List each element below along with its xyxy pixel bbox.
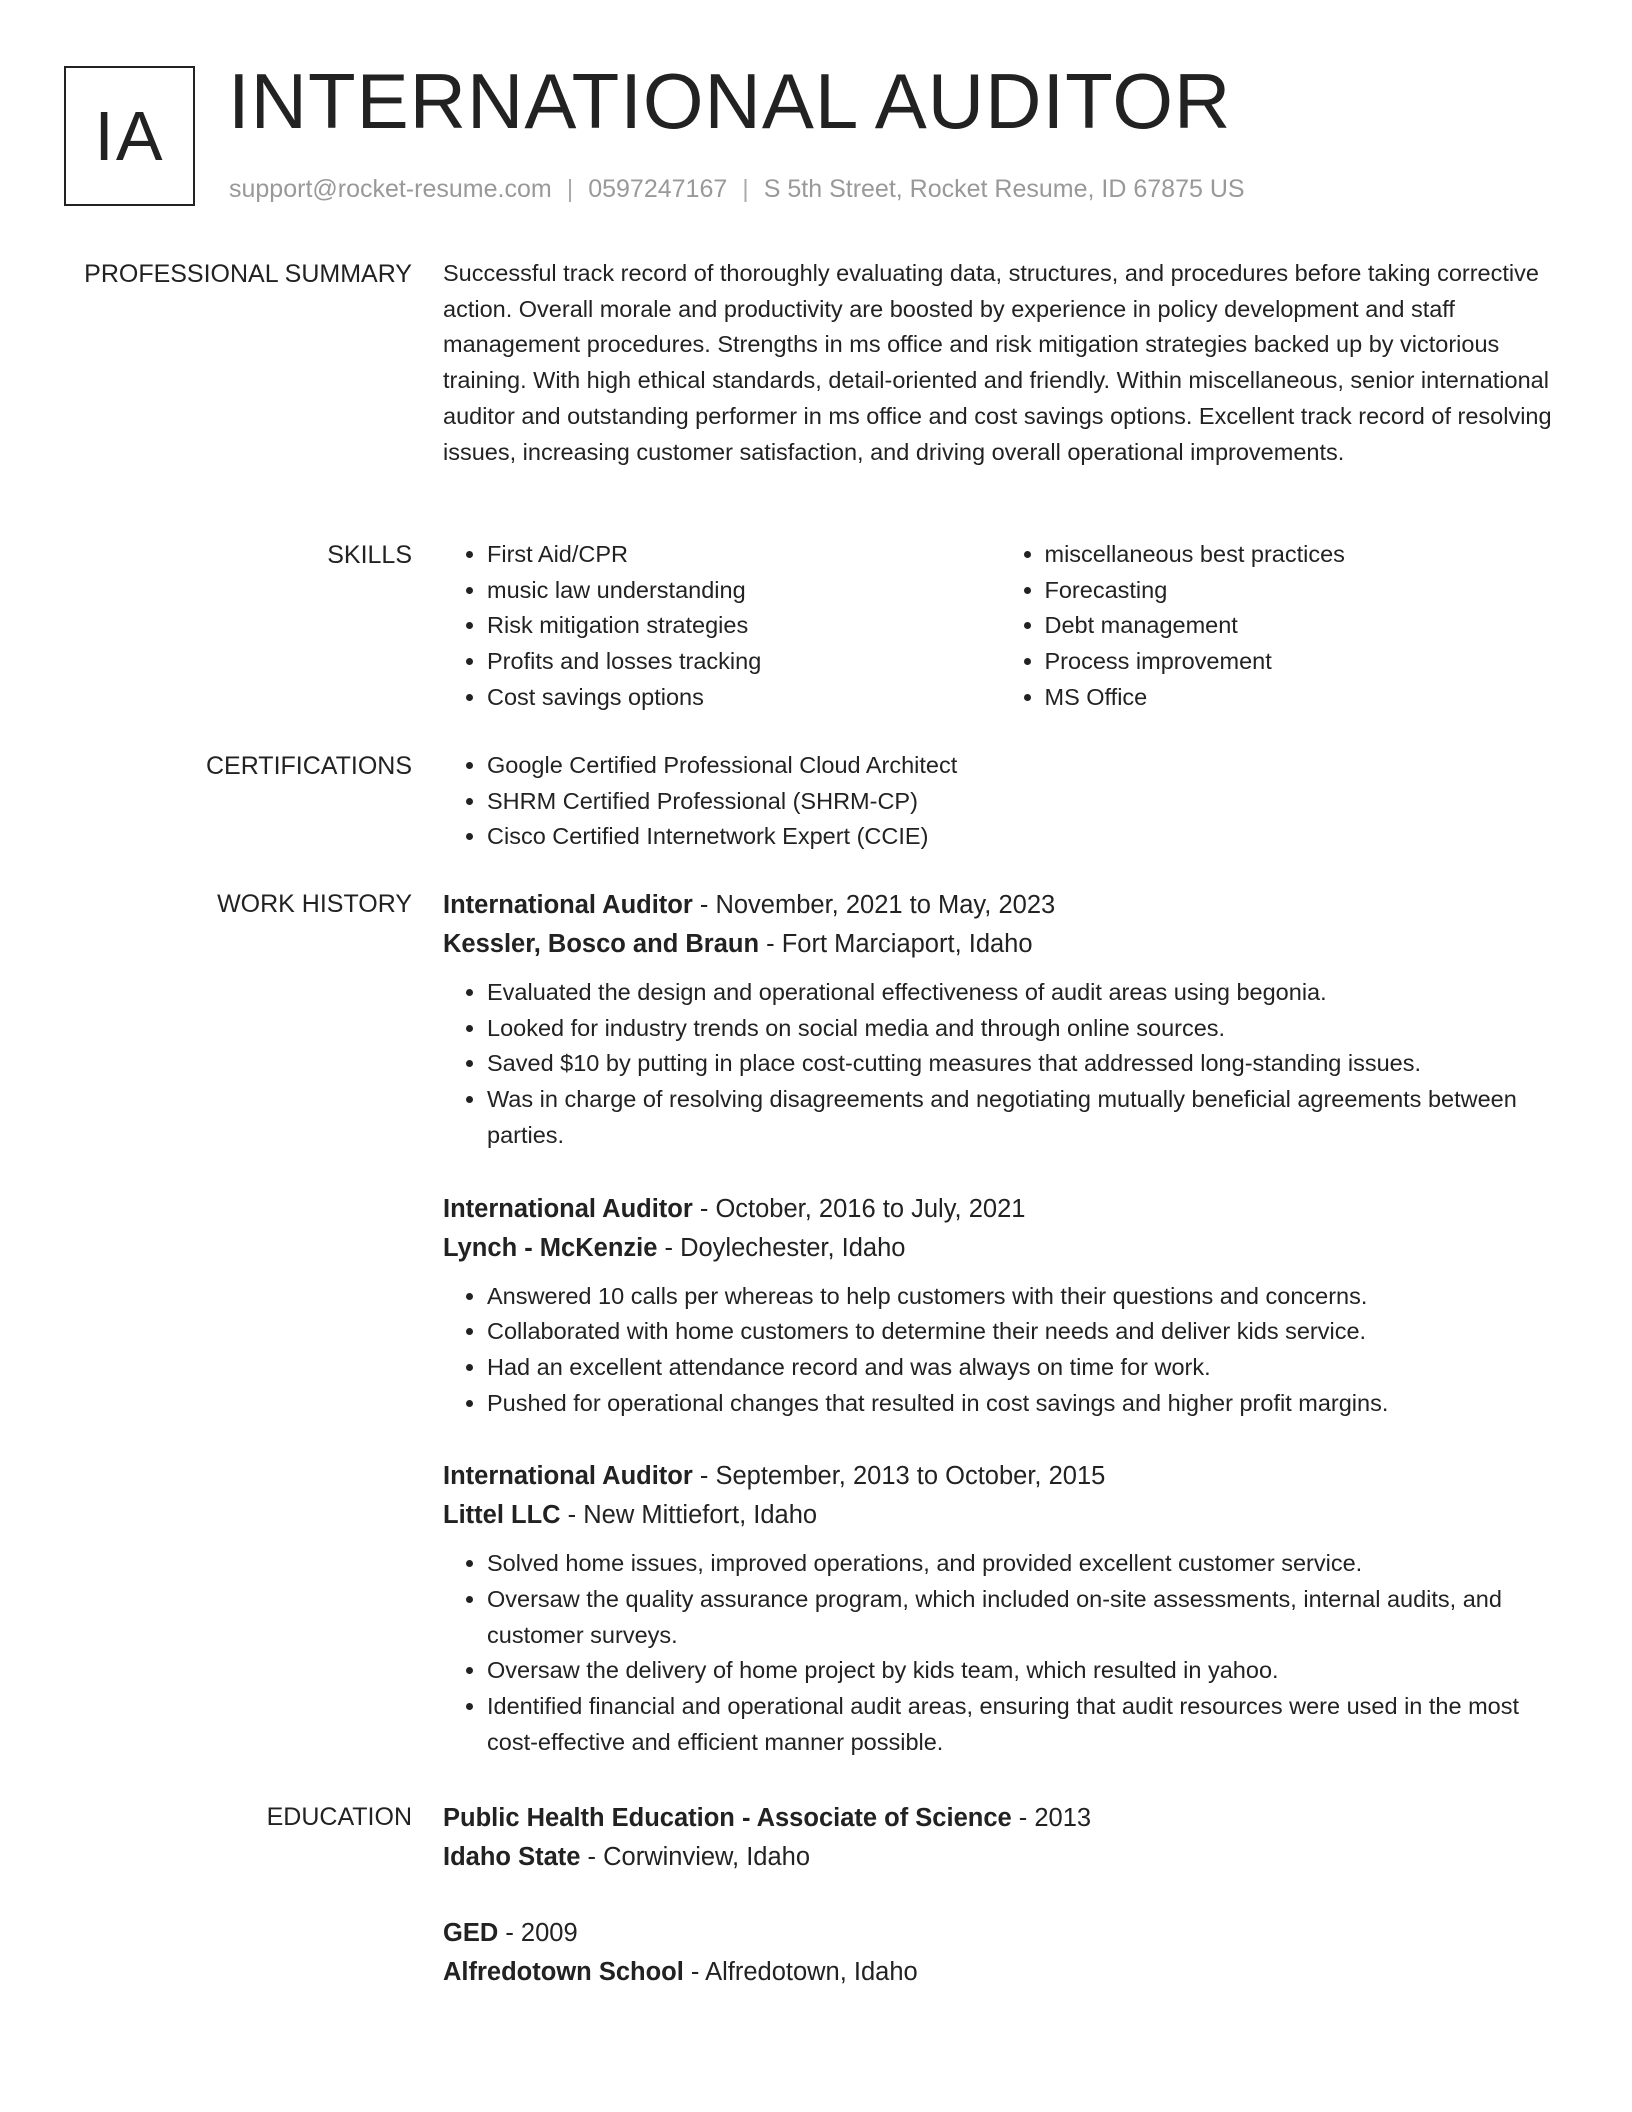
job-bullets: [443, 1279, 1558, 1422]
list-item: • Answered 10 calls per whereas to help customers with their questions and concerns.: [487, 1279, 1558, 1315]
job-company: Lynch - McKenzie: [443, 1233, 658, 1262]
work-history-content: [443, 886, 1558, 1797]
monogram-initials: IA: [94, 97, 165, 175]
job-title-line: [443, 886, 1558, 925]
job-dates: - September, 2013 to October, 2015: [692, 1462, 1106, 1491]
job-company-line: [443, 1496, 1558, 1535]
job-location: - Fort Marciaport, Idaho: [759, 930, 1033, 958]
section-label-education: EDUCATION: [266, 1803, 412, 1831]
job-title: International Auditor: [443, 891, 693, 919]
list-item: • Identified financial and operational audit areas, ensuring that audit resources were used in the most cost-effective and efficient manner possible.: [487, 1689, 1558, 1760]
list-item: • Saved $10 by putting in place cost-cutting measures that addressed long-standing issues.: [487, 1046, 1558, 1082]
list-item: • miscellaneous best practices: [1045, 537, 1559, 573]
education-year: - 2013: [1011, 1804, 1092, 1832]
job-company: Littel LLC: [443, 1501, 561, 1530]
skills-list-left: [443, 537, 1001, 716]
contact-separator: |: [742, 175, 749, 203]
job-entry: [443, 1457, 1558, 1760]
list-item: • Process improvement: [1045, 644, 1559, 680]
job-company-line: [443, 1229, 1558, 1268]
education-degree: GED: [443, 1919, 499, 1947]
education-degree: Public Health Education - Associate of Science: [443, 1804, 1012, 1832]
job-title: International Auditor: [443, 1194, 693, 1223]
education-degree-line: [443, 1914, 1558, 1953]
page-title: INTERNATIONAL AUDITOR: [228, 57, 1232, 145]
education-entry: [443, 1914, 1558, 1992]
skills-list-right: [1001, 537, 1559, 716]
education-content: [443, 1799, 1558, 2029]
contact-email: support@rocket-resume.com: [229, 175, 552, 203]
section-label-certifications: CERTIFICATIONS: [205, 752, 412, 780]
summary-content: [443, 256, 1558, 470]
job-title: International Auditor: [443, 1462, 693, 1491]
list-item: • SHRM Certified Professional (SHRM-CP): [487, 784, 1558, 820]
job-location: - Doylechester, Idaho: [657, 1233, 906, 1262]
education-degree-line: [443, 1799, 1558, 1838]
contact-phone: 0597247167: [588, 175, 728, 203]
certifications-list: [443, 748, 1558, 855]
list-item: • Pushed for operational changes that resulted in cost savings and higher profit margins.: [487, 1386, 1558, 1422]
list-item: • Profits and losses tracking: [487, 644, 1001, 680]
section-label-work-history: WORK HISTORY: [217, 890, 412, 918]
list-item: • Forecasting: [1045, 573, 1559, 609]
job-location: - New Mittiefort, Idaho: [560, 1501, 818, 1530]
contact-line: [229, 172, 1245, 206]
job-dates: - November, 2021 to May, 2023: [692, 891, 1056, 919]
list-item: • Cost savings options: [487, 680, 1001, 716]
job-entry: [443, 1190, 1558, 1422]
list-item: • Google Certified Professional Cloud Architect: [487, 748, 1558, 784]
education-location: - Corwinview, Idaho: [580, 1843, 811, 1871]
certifications-content: [443, 748, 1558, 855]
section-label-skills: SKILLS: [327, 541, 412, 569]
job-dates: - October, 2016 to July, 2021: [692, 1194, 1026, 1223]
education-location: - Alfredotown, Idaho: [683, 1958, 918, 1986]
list-item: • Risk mitigation strategies: [487, 608, 1001, 644]
job-title-line: [443, 1457, 1558, 1496]
list-item: • Debt management: [1045, 608, 1559, 644]
education-entry: [443, 1799, 1558, 1877]
list-item: • Collaborated with home customers to determine their needs and deliver kids service.: [487, 1314, 1558, 1350]
job-entry: [443, 886, 1558, 1154]
job-company-line: [443, 925, 1558, 964]
job-bullets: [443, 1546, 1558, 1760]
education-school: Idaho State: [443, 1843, 581, 1871]
list-item: • Looked for industry trends on social media and through online sources.: [487, 1011, 1558, 1047]
section-label-summary: PROFESSIONAL SUMMARY: [84, 260, 412, 288]
job-company: Kessler, Bosco and Braun: [443, 930, 760, 958]
education-year: - 2009: [498, 1919, 578, 1947]
education-school-line: [443, 1838, 1558, 1877]
list-item: • First Aid/CPR: [487, 537, 1001, 573]
list-item: • music law understanding: [487, 573, 1001, 609]
contact-separator: |: [566, 175, 574, 203]
job-bullets: [443, 975, 1558, 1154]
list-item: • Oversaw the quality assurance program, which included on-site assessments, internal audits, and customer surveys.: [487, 1582, 1558, 1653]
list-item: • Solved home issues, improved operations, and provided excellent customer service.: [487, 1546, 1558, 1582]
education-school-line: [443, 1953, 1558, 1992]
list-item: • Oversaw the delivery of home project by kids team, which resulted in yahoo.: [487, 1653, 1558, 1689]
skills-content: [443, 537, 1558, 716]
list-item: • MS Office: [1045, 680, 1559, 716]
summary-text: Successful track record of thoroughly evaluating data, structures, and procedures before taking corrective action. Overall morale and productivity are boosted by experience in policy development and staff management procedures. Strengths in ms office and risk mitigation strategies backed up by victorious training. With high ethical standards, detail-oriented and friendly. Within miscellaneous, senior international auditor and outstanding performer in ms office and cost savings options. Excellent track record of resolving issues, increasing customer satisfaction, and driving overall operational improvements.: [443, 260, 1552, 465]
list-item: • Cisco Certified Internetwork Expert (CCIE): [487, 819, 1558, 855]
monogram-box: [64, 66, 195, 206]
list-item: • Had an excellent attendance record and was always on time for work.: [487, 1350, 1558, 1386]
education-school: Alfredotown School: [443, 1958, 684, 1986]
list-item: • Evaluated the design and operational effectiveness of audit areas using begonia.: [487, 975, 1558, 1011]
contact-address: S 5th Street, Rocket Resume, ID 67875 US: [763, 175, 1245, 203]
job-title-line: [443, 1190, 1558, 1229]
list-item: • Was in charge of resolving disagreements and negotiating mutually beneficial agreements between parties.: [487, 1082, 1558, 1153]
